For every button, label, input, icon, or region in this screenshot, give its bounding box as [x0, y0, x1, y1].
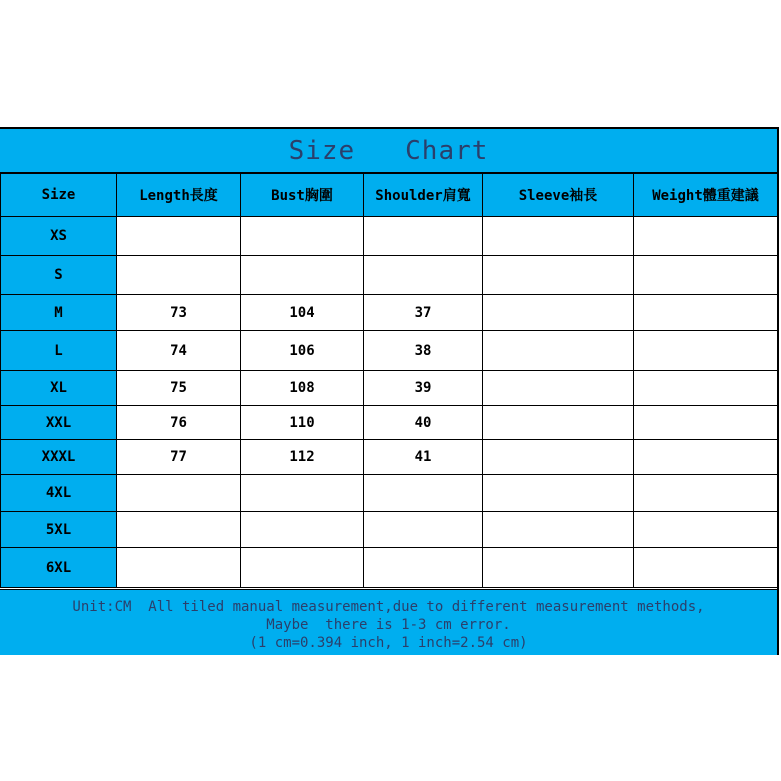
table-row [1, 440, 778, 475]
measurement-cell: 74 [117, 331, 241, 371]
measurement-cell [117, 256, 241, 295]
size-label-cell: M [1, 295, 117, 331]
measurement-cell: 108 [241, 371, 364, 406]
measurement-cell [117, 475, 241, 512]
measurement-cell [241, 548, 364, 588]
measurement-cell [483, 256, 634, 295]
measurement-cell [634, 217, 778, 256]
size-label-cell: XXXL [1, 440, 117, 475]
measurement-cell: 75 [117, 371, 241, 406]
table-row [1, 295, 778, 331]
header-row [1, 174, 778, 217]
measurement-cell: 76 [117, 406, 241, 440]
measurement-cell [634, 406, 778, 440]
measurement-cell [634, 256, 778, 295]
measurement-cell [483, 295, 634, 331]
table-row [1, 512, 778, 548]
measurement-cell [634, 475, 778, 512]
measurement-cell: 104 [241, 295, 364, 331]
measurement-cell [117, 512, 241, 548]
measurement-cell [483, 371, 634, 406]
header-shoulder: Shoulder肩寬 [364, 174, 483, 217]
chart-title: Size Chart [288, 135, 489, 166]
measurement-cell: 38 [364, 331, 483, 371]
header-sleeve: Sleeve袖長 [483, 174, 634, 217]
header-bust: Bust胸圍 [241, 174, 364, 217]
measurement-cell [483, 440, 634, 475]
size-label-cell: XS [1, 217, 117, 256]
table-row [1, 217, 778, 256]
header-length: Length長度 [117, 174, 241, 217]
measurement-cell: 73 [117, 295, 241, 331]
footer-line-1: Unit:CM All tiled manual measurement,due to different measurement methods, [72, 599, 705, 615]
size-chart [0, 127, 779, 655]
measurement-cell: 41 [364, 440, 483, 475]
measurement-cell [634, 295, 778, 331]
size-label-cell: 5XL [1, 512, 117, 548]
measurement-cell [634, 548, 778, 588]
size-label-cell: XXL [1, 406, 117, 440]
measurement-cell [364, 217, 483, 256]
footer-note [0, 589, 777, 655]
measurement-cell: 37 [364, 295, 483, 331]
measurement-cell [364, 548, 483, 588]
measurement-cell [241, 475, 364, 512]
size-label-cell: XL [1, 371, 117, 406]
measurement-cell [634, 331, 778, 371]
measurement-cell [241, 256, 364, 295]
measurement-cell [634, 371, 778, 406]
measurement-cell [634, 440, 778, 475]
measurement-cell: 77 [117, 440, 241, 475]
measurement-cell [117, 548, 241, 588]
measurement-cell [483, 217, 634, 256]
measurement-cell [483, 512, 634, 548]
measurement-cell [634, 512, 778, 548]
measurement-cell [364, 512, 483, 548]
header-weight: Weight體重建議 [634, 174, 778, 217]
measurement-cell: 112 [241, 440, 364, 475]
measurement-cell [241, 217, 364, 256]
measurement-cell: 39 [364, 371, 483, 406]
measurement-cell [117, 217, 241, 256]
size-label-cell: 4XL [1, 475, 117, 512]
size-label-cell: L [1, 331, 117, 371]
measurement-cell [483, 475, 634, 512]
measurement-cell: 110 [241, 406, 364, 440]
table-row [1, 331, 778, 371]
table-row [1, 371, 778, 406]
footer-line-2: Maybe there is 1-3 cm error. [266, 617, 511, 633]
measurement-cell: 40 [364, 406, 483, 440]
measurement-cell [483, 548, 634, 588]
size-table [0, 173, 778, 588]
chart-title-bar [0, 129, 777, 173]
table-row [1, 475, 778, 512]
measurement-cell [241, 512, 364, 548]
footer-line-3: (1 cm=0.394 inch, 1 inch=2.54 cm) [249, 635, 528, 651]
measurement-cell: 106 [241, 331, 364, 371]
size-label-cell: S [1, 256, 117, 295]
table-row [1, 256, 778, 295]
table-row [1, 406, 778, 440]
size-label-cell: 6XL [1, 548, 117, 588]
table-row [1, 548, 778, 588]
header-size: Size [1, 174, 117, 217]
measurement-cell [364, 475, 483, 512]
measurement-cell [483, 406, 634, 440]
measurement-cell [364, 256, 483, 295]
measurement-cell [483, 331, 634, 371]
